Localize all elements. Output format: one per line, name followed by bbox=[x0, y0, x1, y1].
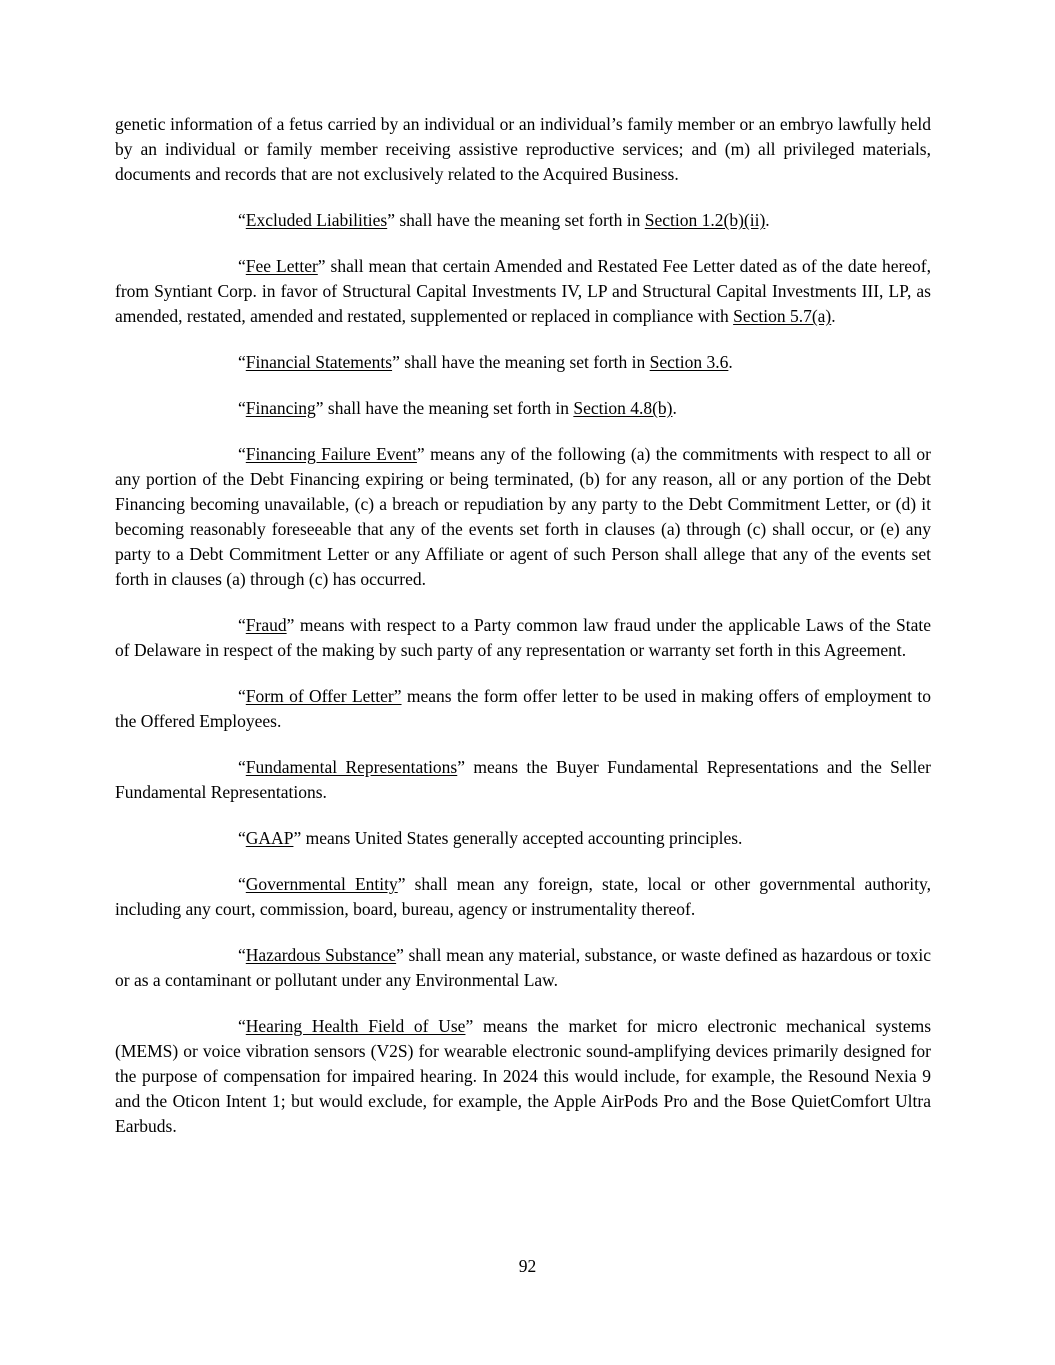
defined-term: Financial Statements bbox=[245, 352, 393, 372]
defined-term: Financing bbox=[245, 398, 316, 418]
text-run: genetic information of a fetus carried by an individual or an individual’s family member or an embryo lawfully held by an individual or family member receiving assistive reproductive services; and (m) all privileged materials, documents and records that are not exclusively related to the Acquired Business. bbox=[115, 114, 931, 184]
paragraph bbox=[115, 943, 931, 993]
defined-term: Form of Offer Letter” bbox=[245, 686, 402, 706]
paragraph bbox=[115, 350, 931, 375]
text-run: . bbox=[672, 398, 677, 418]
text-run: ” shall mean any foreign, state, local or other governmental authority, including any court, commission, board, bureau, agency or instrumentality thereof. bbox=[115, 874, 931, 919]
defined-term: Section 1.2(b)(ii) bbox=[644, 210, 766, 230]
text-run: ” shall have the meaning set forth in bbox=[387, 210, 645, 230]
text-run: “ bbox=[238, 398, 246, 418]
defined-term: Section 4.8(b) bbox=[573, 398, 673, 418]
document-body bbox=[115, 112, 931, 1139]
text-run: “ bbox=[238, 686, 246, 706]
paragraph bbox=[115, 442, 931, 592]
text-run: “ bbox=[238, 1016, 246, 1036]
defined-term: Hazardous Substance bbox=[245, 945, 397, 965]
defined-term: Fee Letter bbox=[245, 256, 318, 276]
paragraph bbox=[115, 1014, 931, 1139]
text-run: “ bbox=[238, 874, 246, 894]
paragraph bbox=[115, 112, 931, 187]
text-run: ” means with respect to a Party common law fraud under the applicable Laws of the State of Delaware in respect of the making by such party of any representation or warranty set forth in this Agreement. bbox=[115, 615, 931, 660]
defined-term: Governmental Entity bbox=[245, 874, 398, 894]
defined-term: Fundamental Representations bbox=[245, 757, 458, 777]
text-run: ” shall have the meaning set forth in bbox=[392, 352, 650, 372]
paragraph bbox=[115, 872, 931, 922]
defined-term: Hearing Health Field of Use bbox=[245, 1016, 466, 1036]
text-run: ” means any of the following (a) the commitments with respect to all or any portion of the Debt Financing expiring or being terminated, (b) for any reason, all or any portion of the Debt Financing becoming unavailable, (c) a breach or repudiation by any party to the Debt Commitment Letter, or (d) it becoming reasonably foreseeable that any of the events set forth in clauses (a) through (c) shall occur, or (e) any party to a Debt Commitment Letter or any Affiliate or agent of such Person shall allege that any of the events set forth in clauses (a) through (c) has occurred. bbox=[115, 444, 931, 589]
text-run: “ bbox=[238, 945, 246, 965]
defined-term: Fraud bbox=[245, 615, 287, 635]
text-run: . bbox=[728, 352, 733, 372]
text-run: . bbox=[831, 306, 836, 326]
text-run: ” means the market for micro electronic mechanical systems (MEMS) or voice vibration sensors (V2S) for wearable electronic sound-amplifying devices primarily designed for the purpose of compensation for impaired hearing. In 2024 this would include, for example, the Resound Nexia 9 and the Oticon Intent 1; but would exclude, for example, the Apple AirPods Pro and the Bose QuietComfort Ultra Earbuds. bbox=[115, 1016, 932, 1136]
page-number: 92 bbox=[518, 1256, 537, 1276]
text-run: “ bbox=[238, 256, 246, 276]
text-run: . bbox=[765, 210, 770, 230]
text-run: means the form offer letter to be used in making offers of employment to the Offered Employees. bbox=[115, 686, 931, 731]
paragraph bbox=[115, 826, 931, 851]
paragraph bbox=[115, 396, 931, 421]
text-run: “ bbox=[238, 615, 246, 635]
defined-term: Section 5.7(a) bbox=[733, 306, 832, 326]
document-page bbox=[115, 112, 931, 1139]
paragraph bbox=[115, 208, 931, 233]
paragraph bbox=[115, 755, 931, 805]
text-run: “ bbox=[238, 352, 246, 372]
text-run: “ bbox=[238, 757, 246, 777]
defined-term: Excluded Liabilities bbox=[245, 210, 388, 230]
paragraph bbox=[115, 684, 931, 734]
text-run: “ bbox=[238, 210, 246, 230]
text-run: “ bbox=[238, 828, 246, 848]
text-run: ” means United States generally accepted accounting principles. bbox=[293, 828, 743, 848]
defined-term: GAAP bbox=[245, 828, 294, 848]
defined-term: Section 3.6 bbox=[649, 352, 729, 372]
text-run: ” means the Buyer Fundamental Representations and the Seller Fundamental Representations. bbox=[115, 757, 931, 802]
defined-term: Financing Failure Event bbox=[245, 444, 417, 464]
text-run: ” shall have the meaning set forth in bbox=[315, 398, 574, 418]
paragraph bbox=[115, 613, 931, 663]
text-run: “ bbox=[238, 444, 246, 464]
text-run: ” shall mean any material, substance, or waste defined as hazardous or toxic or as a contaminant or pollutant under any Environmental Law. bbox=[115, 945, 931, 990]
paragraph bbox=[115, 254, 931, 329]
text-run: ” shall mean that certain Amended and Restated Fee Letter dated as of the date hereof, from Syntiant Corp. in favor of Structural Capital Investments IV, LP and Structural Capital Investments III, LP, as amended, restated, amended and restated, supplemented or replaced in compliance with bbox=[115, 256, 932, 326]
